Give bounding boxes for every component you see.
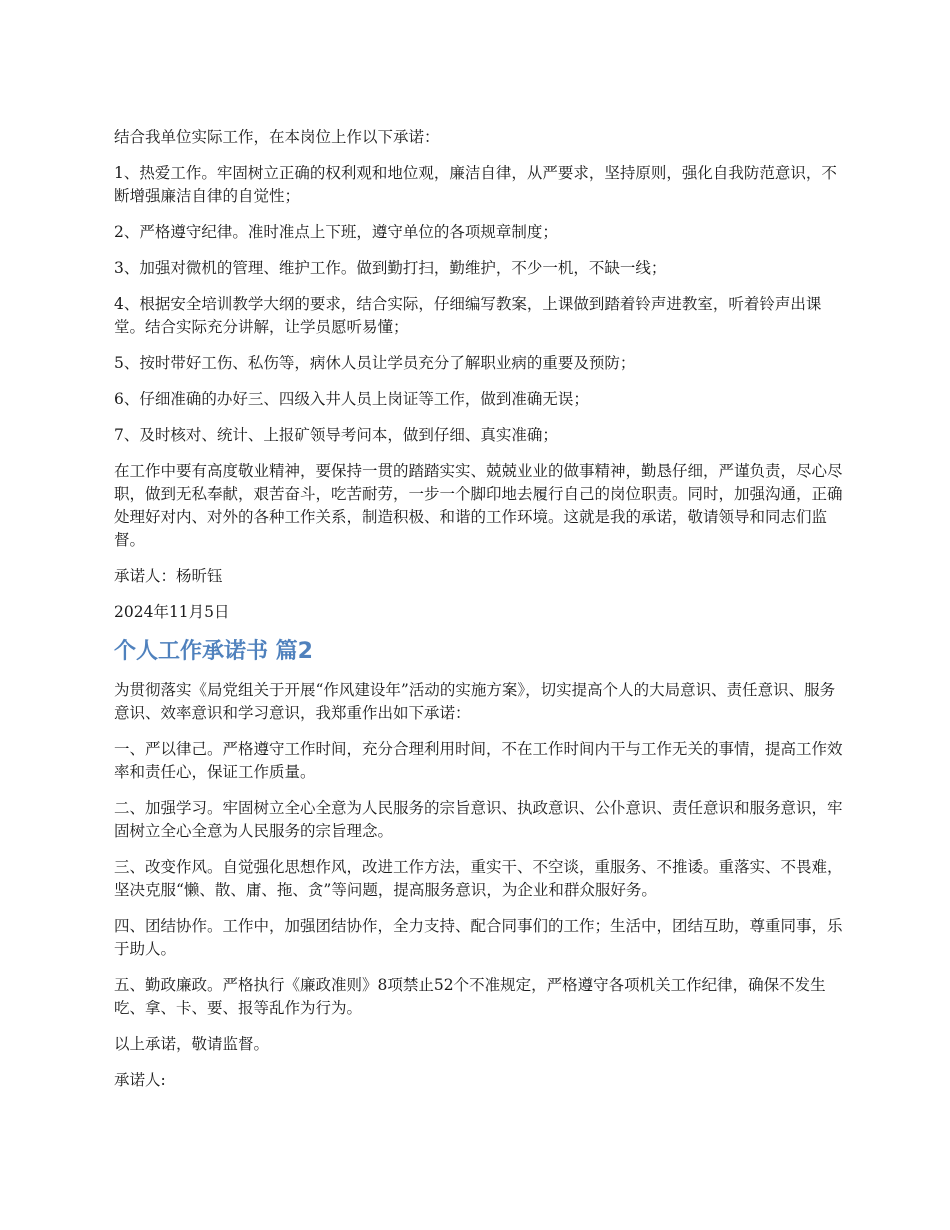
- commitment-item-5: 5、按时带好工伤、私伤等，病休人员让学员充分了解职业病的重要及预防；: [114, 354, 636, 372]
- section2-item-2: 二、加强学习。牢固树立全心全意为人民服务的宗旨意识、执政意识、公仆意识、责任意识和服务意识，牢固树立全心全意为人民服务的宗旨理念。: [114, 799, 843, 840]
- section2-intro-paragraph: 为贯彻落实《局党组关于开展“作风建设年”活动的实施方案》，切实提高个人的大局意识、责任意识、服务意识、效率意识和学习意识，我郑重作出如下承诺：: [114, 681, 836, 722]
- document-page: [114, 126, 844, 1105]
- commitment-item-4: 4、根据安全培训教学大纲的要求，结合实际，仔细编写教案，上课做到踏着铃声进教室，听着铃声出课堂。结合实际充分讲解，让学员愿听易懂；: [114, 295, 822, 336]
- signatory-line: 承诺人：杨昕钰: [114, 567, 223, 585]
- section2-closing-line: 以上承诺，敬请监督。: [114, 1035, 270, 1053]
- date-line: 2024年11月5日: [114, 603, 230, 621]
- closing-paragraph: 在工作中要有高度敬业精神，要保持一贯的踏踏实实、兢兢业业的做事精神，勤恳仔细，严谨负责，尽心尽职，做到无私奉献，艰苦奋斗，吃苦耐劳，一步一个脚印地去履行自己的岗位职责。同时，加强沟通，正确处理好对内、对外的各种工作关系，制造积极、和谐的工作环境。这就是我的承诺，敬请领导和同志们监督。: [114, 462, 843, 549]
- commitment-item-2: 2、严格遵守纪律。准时准点上下班，遵守单位的各项规章制度；: [114, 223, 558, 241]
- section-heading: 个人工作承诺书 篇2: [114, 639, 313, 664]
- intro-paragraph: 结合我单位实际工作，在本岗位上作以下承诺：: [114, 128, 440, 146]
- section2-item-1: 一、严以律己。严格遵守工作时间，充分合理利用时间，不在工作时间内干与工作无关的事情，提高工作效率和责任心，保证工作质量。: [114, 740, 843, 781]
- section2-item-3: 三、改变作风。自觉强化思想作风，改进工作方法，重实干、不空谈，重服务、不推诿。重落实、不畏难，坚决克服“懒、散、庸、拖、贪”等问题，提高服务意识，为企业和群众服好务。: [114, 858, 843, 899]
- commitment-item-7: 7、及时核对、统计、上报矿领导考问本，做到仔细、真实准确；: [114, 426, 558, 444]
- section2-item-4: 四、团结协作。工作中，加强团结协作，全力支持、配合同事们的工作；生活中，团结互助，尊重同事，乐于助人。: [114, 917, 843, 958]
- commitment-item-1: 1、热爱工作。牢固树立正确的权利观和地位观，廉洁自律，从严要求，坚持原则，强化自我防范意识，不断增强廉洁自律的自觉性；: [114, 164, 837, 205]
- commitment-item-3: 3、加强对微机的管理、维护工作。做到勤打扫，勤维护，不少一机，不缺一线；: [114, 259, 667, 277]
- section2-signatory-line: 承诺人:: [114, 1071, 166, 1089]
- section2-item-5: 五、勤政廉政。严格执行《廉政准则》8项禁止52个不准规定，严格遵守各项机关工作纪律，确保不发生吃、拿、卡、要、报等乱作为行为。: [114, 976, 826, 1017]
- commitment-item-6: 6、仔细准确的办好三、四级入井人员上岗证等工作，做到准确无误；: [114, 390, 589, 408]
